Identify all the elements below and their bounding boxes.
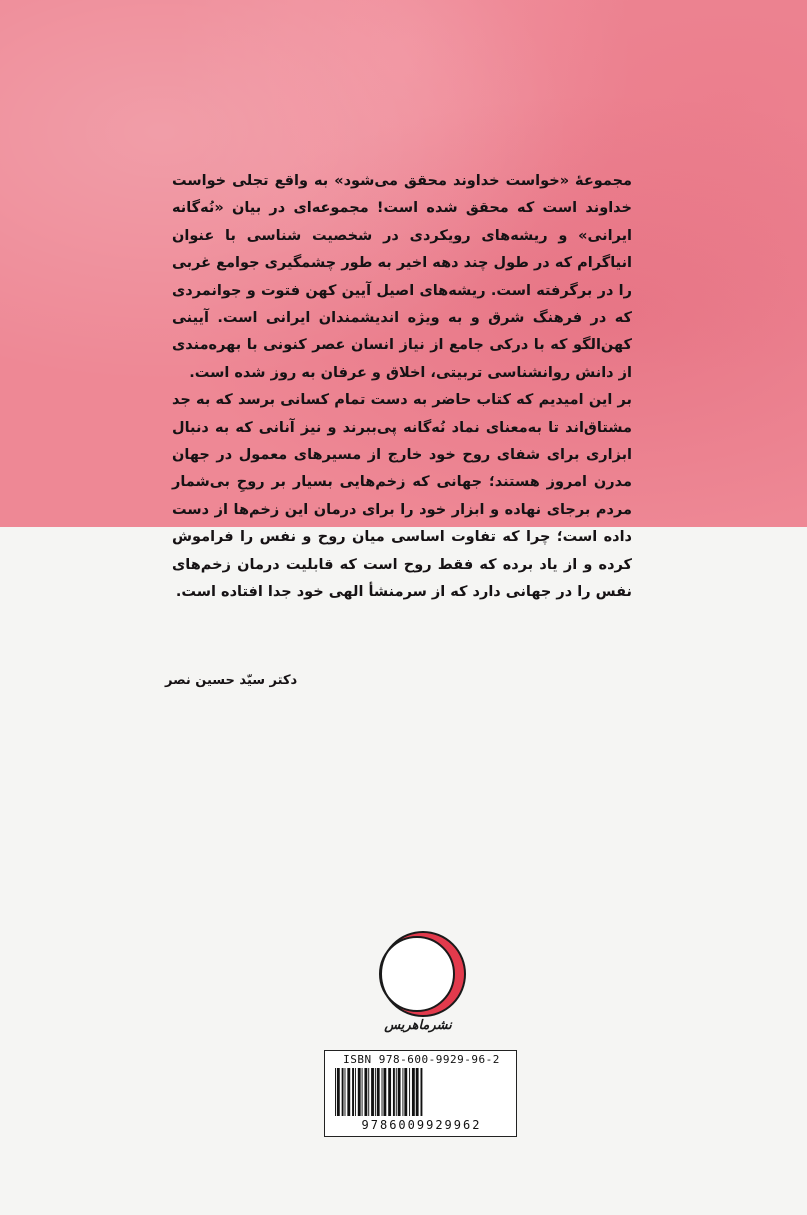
barcode-bars bbox=[335, 1068, 507, 1116]
crescent-circle-icon bbox=[378, 930, 468, 1020]
blurb-paragraph-1: مجموعهٔ «خواست خداوند محقق می‌شود» به واقع تجلی خواست خداوند است که محقق شده است! مجموعه‌ای در بیان «نُه‌گانه ایرانی» و ریشه‌های رویکردی در شخصیت شناسی با عنوان انیاگرام که در طول چند دهه اخیر به طور چشمگیری جوامع غربی را در برگرفته است. ریشه‌های اصیل آیین کهن فتوت و جوانمردی که در فرهنگ شرق و به ویژه اندیشمندان ایرانی است. آیینی کهن‌الگو که با درکی جامع از نیاز انسان عصر کنونی با بهره‌مندی از دانش روانشناسی تربیتی، اخلاق و عرفان به روز شده است. bbox=[172, 173, 632, 381]
barcode-digits: 9786009929962 bbox=[361, 1118, 482, 1132]
isbn-label: ISBN 978-600-9929-96-2 bbox=[343, 1053, 500, 1066]
blurb-paragraph-2: بر این امیدیم که کتاب حاضر به دست تمام کسانی برسد که به جد مشتاق‌اند تا به‌معنای نماد نُه‌گانه پی‌ببرند و نیز آنانی که به دنبال ابزاری برای شفای روح خود خارج از مسیرهای معمول در جهان مدرن امروز هستند؛ جهانی که زخم‌هایی بسیار بر روحِ بی‌شمار مردم برجای نهاده و ابزار خود را برای درمان این زخم‌ها از دست داده است؛ چرا که تفاوت اساسی میان روح و نفس را فراموش کرده و از یاد برده که فقط روح است که قابلیت درمان زخم‌های نفس را در جهانی دارد که از سرمنشأ الهی خود جدا افتاده است. bbox=[172, 392, 632, 601]
back-cover-blurb bbox=[172, 168, 632, 607]
publisher-name: نشرماهریس bbox=[384, 1018, 452, 1033]
author-signature: دکتر سیّد حسین نصر bbox=[165, 673, 298, 688]
isbn-barcode bbox=[324, 1050, 517, 1137]
